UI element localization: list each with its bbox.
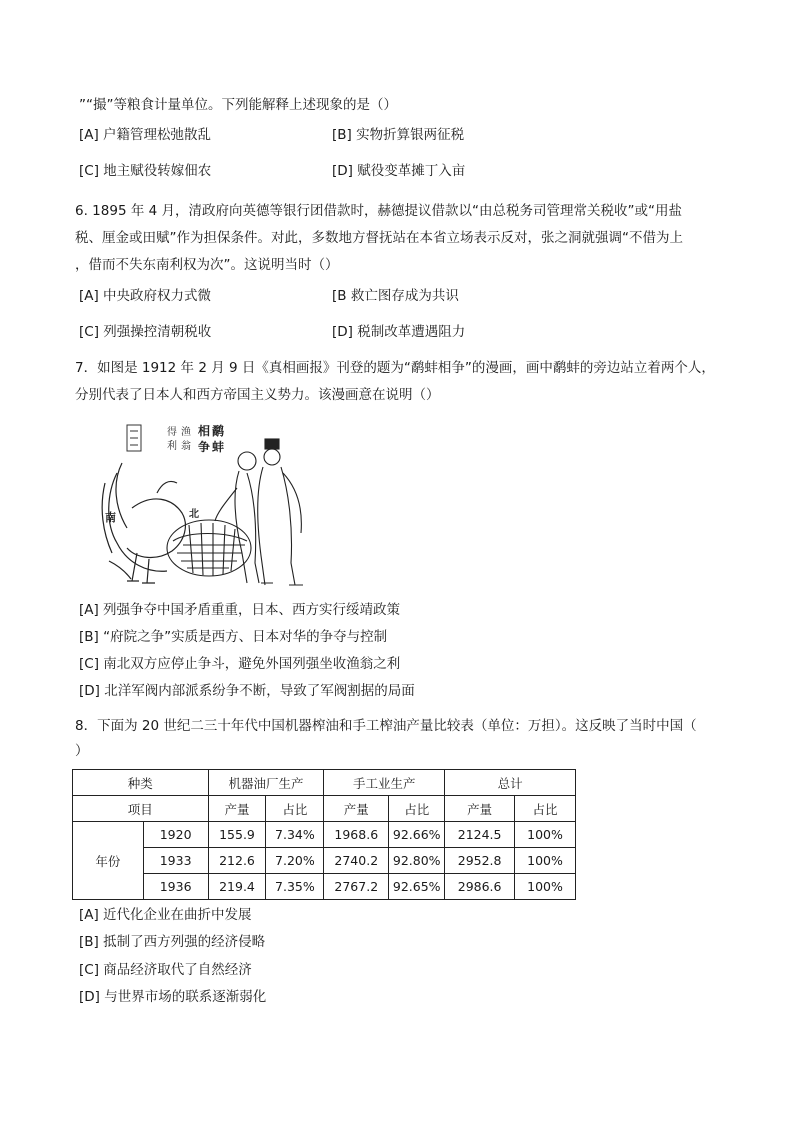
table-header-row-1 bbox=[73, 770, 576, 796]
cell-year: 1920 bbox=[143, 822, 208, 848]
header-item: 项目 bbox=[73, 796, 209, 822]
cell-total-output: 2124.5 bbox=[445, 822, 515, 848]
header-output: 产量 bbox=[208, 796, 266, 822]
cell-total-share: 100% bbox=[515, 874, 576, 900]
q5-option-a[interactable]: [A] 户籍管理松弛散乱 bbox=[79, 127, 212, 143]
header-handicraft: 手工业生产 bbox=[324, 770, 445, 796]
cell-hand-share: 92.65% bbox=[389, 874, 445, 900]
q8-option-b[interactable]: [B] 抵制了西方列强的经济侵略 bbox=[79, 934, 266, 950]
cell-machine-share: 7.34% bbox=[266, 822, 324, 848]
cartoon-caption-char-1: 渔 bbox=[181, 427, 191, 438]
cartoon-clam bbox=[167, 520, 251, 576]
cell-total-output: 2952.8 bbox=[445, 848, 515, 874]
cartoon-title-char-3: 相 bbox=[198, 424, 211, 438]
q7-option-c[interactable]: [C] 南北双方应停止争斗，避免外国列强坐收渔翁之利 bbox=[79, 656, 401, 672]
q6-stem-line3: ，借而不失东南利权为次”。这说明当时（） bbox=[75, 257, 339, 273]
table-row bbox=[73, 822, 576, 848]
cell-hand-share: 92.80% bbox=[389, 848, 445, 874]
cell-hand-output: 2767.2 bbox=[324, 874, 389, 900]
q7-option-d[interactable]: [D] 北洋军阀内部派系纷争不断，导致了军阀割据的局面 bbox=[79, 683, 415, 699]
cell-hand-output: 2740.2 bbox=[324, 848, 389, 874]
cell-machine-share: 7.20% bbox=[266, 848, 324, 874]
cell-hand-output: 1968.6 bbox=[324, 822, 389, 848]
q7-option-b[interactable]: [B] “府院之争”实质是西方、日本对华的争夺与控制 bbox=[79, 629, 388, 645]
q8-option-a[interactable]: [A] 近代化企业在曲折中发展 bbox=[79, 907, 252, 923]
cell-total-output: 2986.6 bbox=[445, 874, 515, 900]
cell-machine-output: 155.9 bbox=[208, 822, 266, 848]
header-output: 产量 bbox=[324, 796, 389, 822]
q6-option-a[interactable]: [A] 中央政府权力式微 bbox=[79, 288, 212, 304]
table-header-row-2 bbox=[73, 796, 576, 822]
q6-stem-line2: 税、厘金或田赋”作为担保条件。对此，多数地方督抚站在本省立场表示反对，张之洞就强调“不借为上 bbox=[75, 230, 683, 246]
header-year: 年份 bbox=[73, 822, 144, 900]
cell-machine-output: 212.6 bbox=[208, 848, 266, 874]
cell-total-share: 100% bbox=[515, 822, 576, 848]
q5-option-b[interactable]: [B] 实物折算银两征税 bbox=[332, 127, 465, 143]
q8-option-d[interactable]: [D] 与世界市场的联系逐渐弱化 bbox=[79, 989, 267, 1005]
cartoon-caption-char-4: 利 bbox=[167, 441, 177, 452]
cell-total-share: 100% bbox=[515, 848, 576, 874]
cartoon-figure-japan bbox=[215, 452, 259, 583]
header-share: 占比 bbox=[515, 796, 576, 822]
header-output: 产量 bbox=[445, 796, 515, 822]
q5-option-c[interactable]: [C] 地主赋役转嫁佃农 bbox=[79, 163, 212, 179]
q7-stem-line1: 7．如图是 1912 年 2 月 9 日《真相画报》刊登的题为“鹬蚌相争”的漫画，画中鹬蚌的旁边站立着两个人， bbox=[75, 360, 715, 376]
oil-production-table bbox=[72, 769, 576, 900]
q8-stem-line1: 8．下面为 20 世纪二三十年代中国机器榨油和手工榨油产量比较表（单位：万担）。这反映了当时中国（ bbox=[75, 718, 697, 734]
header-type: 种类 bbox=[73, 770, 209, 796]
q8-stem-line2: ） bbox=[75, 743, 89, 759]
cartoon-caption-char-3: 得 bbox=[167, 427, 177, 438]
cartoon-title-char-2: 蚌 bbox=[212, 440, 225, 454]
table-row bbox=[73, 874, 576, 900]
cell-year: 1933 bbox=[143, 848, 208, 874]
cell-machine-output: 219.4 bbox=[208, 874, 266, 900]
cartoon-snipe-clam-image bbox=[97, 413, 315, 587]
cell-year: 1936 bbox=[143, 874, 208, 900]
table-row bbox=[73, 848, 576, 874]
q6-option-d[interactable]: [D] 税制改革遭遇阻力 bbox=[332, 324, 466, 340]
cell-machine-share: 7.35% bbox=[266, 874, 324, 900]
cartoon-title-char-4: 争 bbox=[198, 440, 211, 454]
q5-option-d[interactable]: [D] 赋役变革摊丁入亩 bbox=[332, 163, 466, 179]
header-total: 总计 bbox=[445, 770, 576, 796]
cell-hand-share: 92.66% bbox=[389, 822, 445, 848]
header-share: 占比 bbox=[266, 796, 324, 822]
q5-stem-tail: ”“撮”等粮食计量单位。下列能解释上述现象的是（） bbox=[79, 97, 397, 113]
cartoon-title-char-1: 鹬 bbox=[212, 424, 225, 438]
q8-option-c[interactable]: [C] 商品经济取代了自然经济 bbox=[79, 962, 252, 978]
q7-stem-line2: 分别代表了日本人和西方帝国主义势力。该漫画意在说明（） bbox=[75, 387, 440, 403]
cartoon-caption-char-2: 翁 bbox=[181, 441, 191, 452]
q6-option-b[interactable]: [B 救亡图存成为共识 bbox=[332, 288, 459, 304]
cartoon-figure-west bbox=[258, 439, 303, 585]
cartoon-clam-label: 北 bbox=[189, 509, 199, 520]
q6-option-c[interactable]: [C] 列强操控清朝税收 bbox=[79, 324, 212, 340]
header-machine: 机器油厂生产 bbox=[208, 770, 324, 796]
q7-option-a[interactable]: [A] 列强争夺中国矛盾重重，日本、西方实行绥靖政策 bbox=[79, 602, 401, 618]
q6-stem-line1: 6. 1895 年 4 月，清政府向英德等银行团借款时，赫德提议借款以“由总税务司管理常关税收”或“用盐 bbox=[75, 203, 682, 219]
header-share: 占比 bbox=[389, 796, 445, 822]
cartoon-bird-label: 南 bbox=[105, 511, 116, 524]
